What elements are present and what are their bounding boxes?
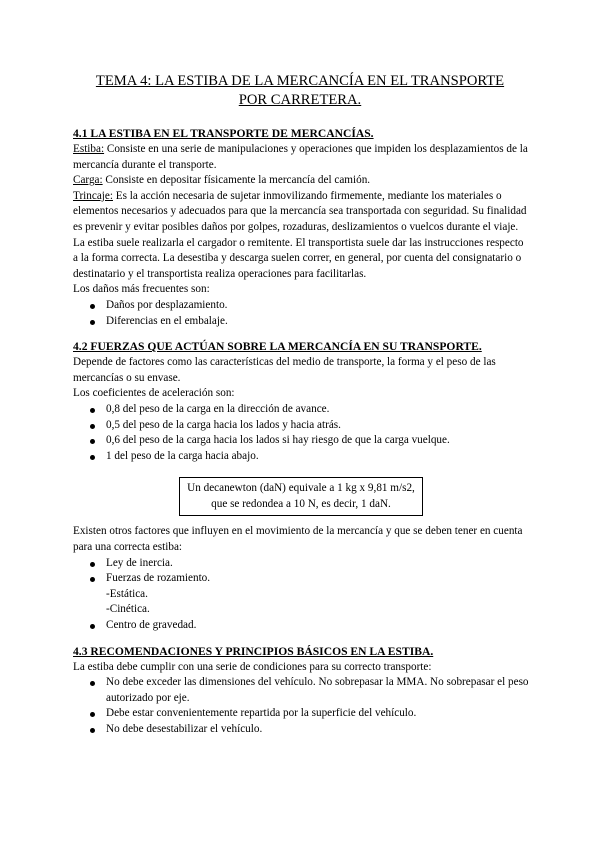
term-carga: Carga:	[73, 174, 103, 187]
condiciones-list	[73, 675, 529, 737]
title-line-1: TEMA 4: LA ESTIBA DE LA MERCANCÍA EN EL TRANSPORTE	[95, 73, 505, 89]
list-item: Ley de inercia.	[73, 556, 529, 572]
sub-item: -Estática.	[106, 587, 148, 600]
list-item: Diferencias en el embalaje.	[73, 314, 529, 330]
factores-list-continued	[73, 618, 529, 634]
list-item: 0,6 del peso de la carga hacia los lados si hay riesgo de que la carga vuelque.	[73, 433, 529, 449]
list-item: 0,8 del peso de la carga en la dirección de avance.	[73, 402, 529, 418]
decanewton-note-box: Un decanewton (daN) equivale a 1 kg x 9,81 m/s2, que se redondea a 10 N, es decir, 1 daN.	[179, 477, 423, 516]
danos-list	[73, 298, 529, 329]
list-item: 1 del peso de la carga hacia abajo.	[73, 449, 529, 465]
definition-text: Consiste en depositar físicamente la mercancía del camión.	[102, 174, 371, 187]
list-item: 0,5 del peso de la carga hacia los lados y hacia atrás.	[73, 418, 529, 434]
list-item: No debe exceder las dimensiones del vehículo. No sobrepasar la MMA. No sobrepasar el peso autorizado por eje.	[73, 675, 529, 706]
definition-carga	[73, 173, 529, 189]
term-trincaje: Trincaje:	[73, 189, 113, 202]
list-item: Fuerzas de rozamiento.	[73, 571, 529, 587]
sub-item: -Cinética.	[106, 603, 150, 616]
section-heading: 4.3 RECOMENDACIONES Y PRINCIPIOS BÁSICOS EN LA ESTIBA.	[73, 644, 434, 658]
term-estiba: Estiba:	[73, 143, 105, 155]
section-4-2	[73, 339, 529, 634]
definition-trincaje	[73, 189, 529, 236]
coeficientes-list	[73, 402, 529, 464]
list-item: No debe desestabilizar el vehículo.	[73, 722, 529, 738]
paragraph: Depende de factores como las características del medio de transporte, la forma y el peso de las mercancías o su envase.	[73, 356, 496, 384]
definition-text: Es la acción necesaria de sujetar inmovilizando firmemente, mediante los materiales o elementos necesarios y adecuados para que la mercancía sea transportada con seguridad. Su finalidad es prevenir y evitar posibles daños por golpes, rozaduras, deslizamientos o vuelcos durante el viaje.	[73, 189, 527, 233]
factores-list	[73, 556, 529, 587]
list-item: Debe estar convenientemente repartida por la superficie del vehículo.	[73, 706, 529, 722]
section-heading: 4.1 LA ESTIBA EN EL TRANSPORTE DE MERCANCÍAS.	[73, 127, 374, 140]
section-4-1	[73, 126, 529, 329]
paragraph: La estiba debe cumplir con una serie de condiciones para su correcto transporte:	[73, 660, 432, 673]
title-line-2: POR CARRETERA.	[238, 92, 362, 108]
list-item: Centro de gravedad.	[73, 618, 529, 634]
paragraph: Los daños más frecuentes son:	[73, 283, 210, 296]
paragraph: Existen otros factores que influyen en el movimiento de la mercancía y que se deben tener en cuenta para una correcta estiba:	[73, 525, 523, 554]
page-title	[70, 72, 530, 110]
definition-estiba	[73, 142, 529, 173]
list-item: Daños por desplazamiento.	[73, 298, 529, 314]
paragraph: Los coeficientes de aceleración son:	[73, 387, 235, 400]
definition-text: Consiste en una serie de manipulaciones y operaciones que impiden los desplazamientos de la mercancía durante el transporte.	[73, 143, 528, 171]
section-4-3	[73, 644, 529, 738]
section-heading: 4.2 FUERZAS QUE ACTÚAN SOBRE LA MERCANCÍA EN SU TRANSPORTE.	[73, 340, 482, 354]
paragraph: La estiba suele realizarla el cargador o remitente. El transportista suele dar las instrucciones respecto a la forma correcta. La desestiba y descarga suelen correr, en general, por cuenta del consignatario o destinatario y el transportista realiza operaciones para facilitarlas.	[73, 236, 524, 280]
document-body	[73, 126, 529, 738]
